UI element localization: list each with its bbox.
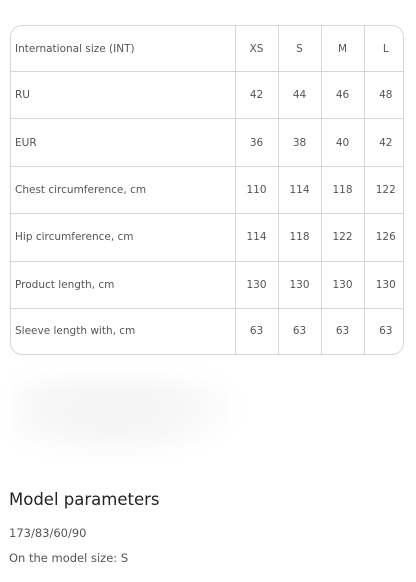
table-cell: 63 (235, 308, 278, 354)
table-cell: 46 (321, 72, 364, 119)
table-cell: 130 (235, 261, 278, 308)
row-label: Chest circumference, cm (11, 166, 235, 213)
table-cell: 40 (321, 119, 364, 166)
table-header-row (11, 26, 404, 72)
table-row (11, 166, 404, 213)
table-cell: 130 (321, 261, 364, 308)
table-cell: 130 (364, 261, 404, 308)
table-cell: 42 (364, 119, 404, 166)
table-cell: 130 (278, 261, 321, 308)
table-cell: 36 (235, 119, 278, 166)
table-cell: 48 (364, 72, 404, 119)
table-row (11, 261, 404, 308)
table-cell: 114 (278, 166, 321, 213)
table-cell: 38 (278, 119, 321, 166)
header-label: International size (INT) (11, 26, 235, 72)
row-label: RU (11, 72, 235, 119)
table-row (11, 308, 404, 354)
table-cell: 63 (379, 325, 393, 338)
header-size-s: S (278, 26, 321, 72)
table-row (11, 214, 404, 261)
table-row (11, 119, 404, 166)
table-cell: 118 (321, 166, 364, 213)
table-cell: 110 (235, 166, 278, 213)
table-cell: 122 (364, 166, 404, 213)
row-label: Sleeve length with, cm (11, 308, 235, 354)
header-size-l: L (364, 26, 404, 72)
header-size-xs: XS (235, 26, 278, 72)
table-cell: 44 (278, 72, 321, 119)
table-cell: 42 (235, 72, 278, 119)
table-cell: 63 (278, 308, 321, 354)
faded-image-remnant (10, 375, 240, 460)
size-table (10, 25, 404, 355)
table-cell: 118 (278, 214, 321, 261)
table-cell: 114 (235, 214, 278, 261)
row-label: Product length, cm (11, 261, 235, 308)
table-cell: 63 (321, 308, 364, 354)
model-size-text: On the model size: S (9, 551, 129, 565)
row-label: Hip circumference, cm (11, 214, 235, 261)
table-cell: 122 (321, 214, 364, 261)
model-measurements: 173/83/60/90 (9, 526, 87, 540)
header-size-m: M (321, 26, 364, 72)
model-parameters-title: Model parameters (9, 490, 160, 509)
row-label: EUR (11, 119, 235, 166)
table-row (11, 72, 404, 119)
table-cell: 126 (364, 214, 404, 261)
